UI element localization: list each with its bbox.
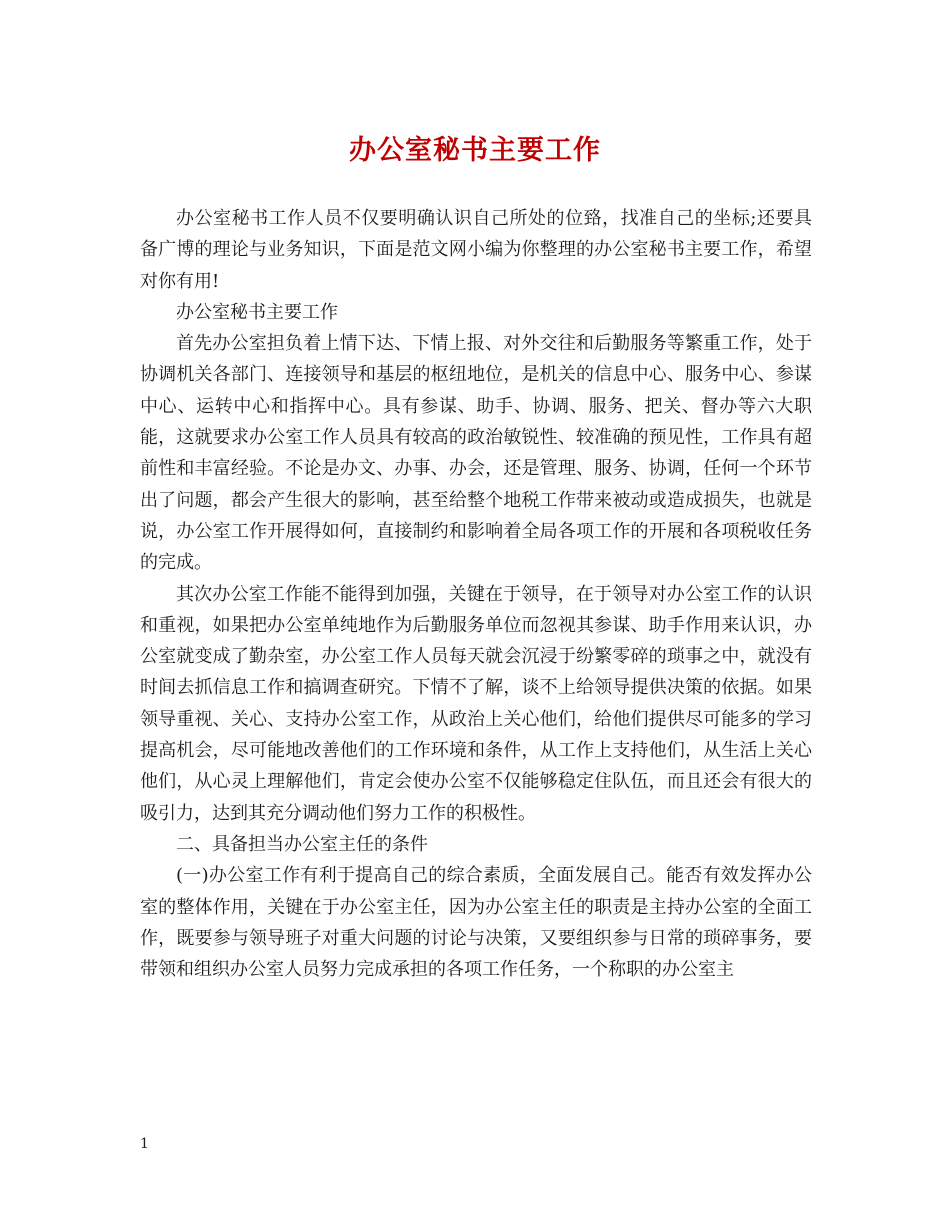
paragraph-second: 其次办公室工作能不能得到加强，关键在于领导，在于领导对办公室工作的认识和重视，如果把办公室单纯地作为后勤服务单位而忽视其参谋、助手作用来认识，办公室就变成了勤杂室，办公室工作人员每天就会沉浸于纷繁零碎的琐事之中，就没有时间去抓信息工作和搞调查研究。下情不了解，谈不上给领导提供决策的依据。如果领导重视、关心、支持办公室工作，从政治上关心他们，给他们提供尽可能多的学习提高机会，尽可能地改善他们的工作环境和条件，从工作上支持他们，从生活上关心他们，从心灵上理解他们，肯定会使办公室不仅能够稳定住队伍，而且还会有很大的吸引力，达到其充分调动他们努力工作的积极性。 <box>140 583 812 824</box>
document-body <box>140 203 812 985</box>
paragraph-first: 首先办公室担负着上情下达、下情上报、对外交往和后勤服务等繁重工作，处于协调机关各部门、连接领导和基层的枢纽地位，是机关的信息中心、服务中心、参谋中心、运转中心和指挥中心。具有参谋、助手、协调、服务、把关、督办等六大职能，这就要求办公室工作人员具有较高的政治敏锐性、较准确的预见性，工作具有超前性和丰富经验。不论是办文、办事、办会，还是管理、服务、协调，任何一个环节出了问题，都会产生很大的影响，甚至给整个地税工作带来被动或造成损失，也就是说，办公室工作开展得如何，直接制约和影响着全局各项工作的开展和各项税收任务的完成。 <box>140 333 812 574</box>
document-title: 办公室秘书主要工作 <box>349 135 601 166</box>
page-number: 1 <box>140 1136 149 1152</box>
paragraph-section-two-item-one: (一)办公室工作有利于提高自己的综合素质，全面发展自己。能否有效发挥办公室的整体作用，关键在于办公室主任，因为办公室主任的职责是主持办公室的全面工作，既要参与领导班子对重大问题的讨论与决策，又要组织参与日常的琐碎事务，要带领和组织办公室人员努力完成承担的各项工作任务，一个称职的办公室主 <box>140 865 812 981</box>
paragraph-section-two-heading: 二、具备担当办公室主任的条件 <box>176 833 428 855</box>
paragraph-section-heading: 办公室秘书主要工作 <box>176 301 338 323</box>
paragraph-intro: 办公室秘书工作人员不仅要明确认识自己所处的位臵，找准自己的坐标;还要具备广博的理论与业务知识，下面是范文网小编为你整理的办公室秘书主要工作，希望对你有用! <box>140 208 812 292</box>
